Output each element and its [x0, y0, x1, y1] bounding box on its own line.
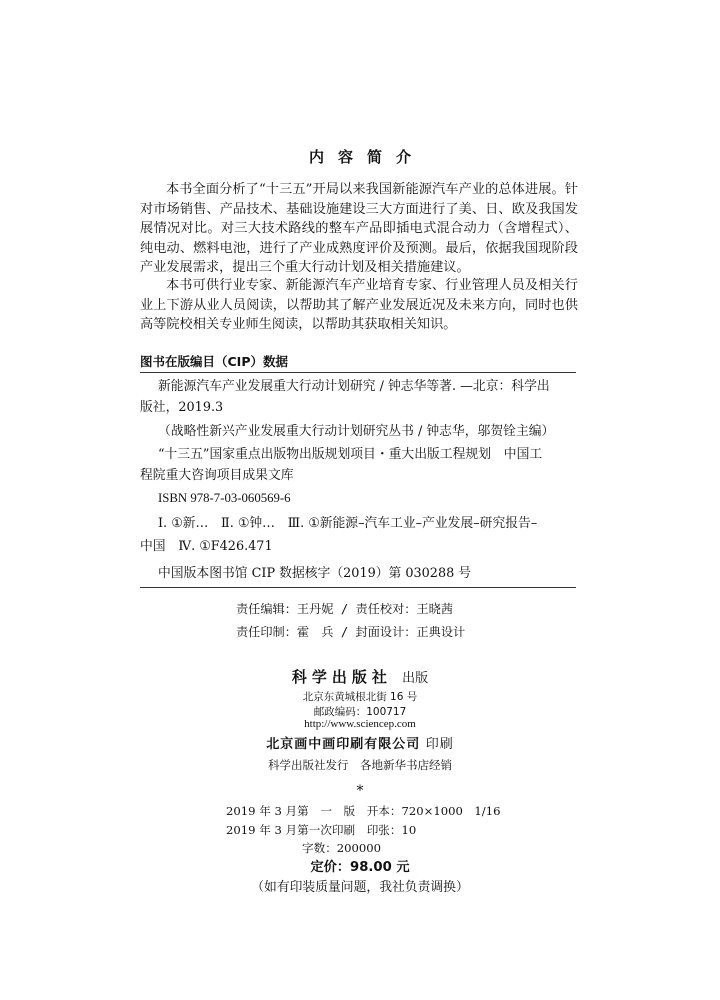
quality-notice: （如有印装质量问题，我社负责调换）: [251, 880, 469, 895]
price: 定价：98.00 元: [310, 860, 410, 875]
intro-paragraph-1: 本书全面分析了“十三五”开局以来我国新能源汽车产业的总体进展。针对市场销售、产品技术、基础设施建设三大方面进行了美、日、欧及我国发展情况对比。对三大技术路线的整车产品即插电式混合动力（含增程式）、纯电动、燃料电池，进行了产业成熟度评价及预测。最后，依据我国现阶段产业发展需求，提出三个重大行动计划及相关措施建议。: [140, 182, 578, 275]
intro-paragraph-2: 本书可供行业专家、新能源汽车产业培育专家、行业管理人员及相关行业上下游从业人员阅读，以帮助其了解产业发展近况及未来方向，同时也供高等院校相关专业师生阅读，以帮助其获取相关知识。: [140, 278, 578, 332]
cip-top-rule: [140, 372, 576, 373]
word-count: 字数：200000: [302, 841, 382, 855]
edition-line: 2019 年 3 月第 一 版 开本：720×1000 1/16: [226, 804, 501, 818]
cip-data-number: 中国版本图书馆 CIP 数据核字（2019）第 030288 号: [158, 566, 472, 581]
publisher-suffix: 出版: [402, 671, 429, 686]
printer-line: [0, 733, 720, 752]
cip-series: （战略性新兴产业发展重大行动计划研究丛书 / 钟志华，邬贺铨主编）: [158, 424, 555, 439]
printer-name: 北京画中画印刷有限公司: [266, 737, 421, 752]
separator-star: *: [356, 783, 364, 799]
cip-entry-line-2: 版社，2019.3: [140, 400, 224, 415]
publisher-postcode: 邮政编码：100717: [313, 706, 407, 718]
cip-heading: 图书在版编目（CIP）数据: [140, 354, 288, 369]
cip-project-line-2: 程院重大咨询项目成果文库: [140, 468, 294, 483]
cip-entry-line-1: 新能源汽车产业发展重大行动计划研究 / 钟志华等著. —北京：科学出: [158, 379, 550, 394]
publisher-url: http://www.sciencep.com: [304, 718, 416, 730]
impression-line: 2019 年 3 月第一次印刷 印张：10: [226, 823, 417, 837]
editors-line-2: 责任印制：霍 兵 / 封面设计：正典设计: [236, 625, 466, 639]
distributor: 科学出版社发行 各地新华书店经销: [268, 758, 452, 772]
cip-project-line-1: “十三五”国家重点出版物出版规划项目・重大出版工程规划 中国工: [158, 447, 543, 462]
intro-title: 内容简介: [308, 148, 425, 166]
cip-classification-line-2: 中国 Ⅳ. ①F426.471: [140, 539, 273, 554]
publisher-address: 北京东黄城根北街 16 号: [302, 691, 418, 703]
editors-line-1: 责任编辑：王丹妮 / 责任校对：王晓茜: [236, 602, 454, 616]
printer-suffix: 印刷: [425, 737, 454, 752]
publisher-line: [0, 666, 720, 687]
cip-classification-line-1: Ⅰ. ①新… Ⅱ. ①钟… Ⅲ. ①新能源–汽车工业–产业发展–研究报告–: [158, 516, 538, 531]
cip-isbn: ISBN 978-7-03-060569-6: [158, 491, 291, 505]
publisher-name: 科学出版社: [291, 668, 392, 686]
cip-bottom-rule: [140, 587, 576, 588]
